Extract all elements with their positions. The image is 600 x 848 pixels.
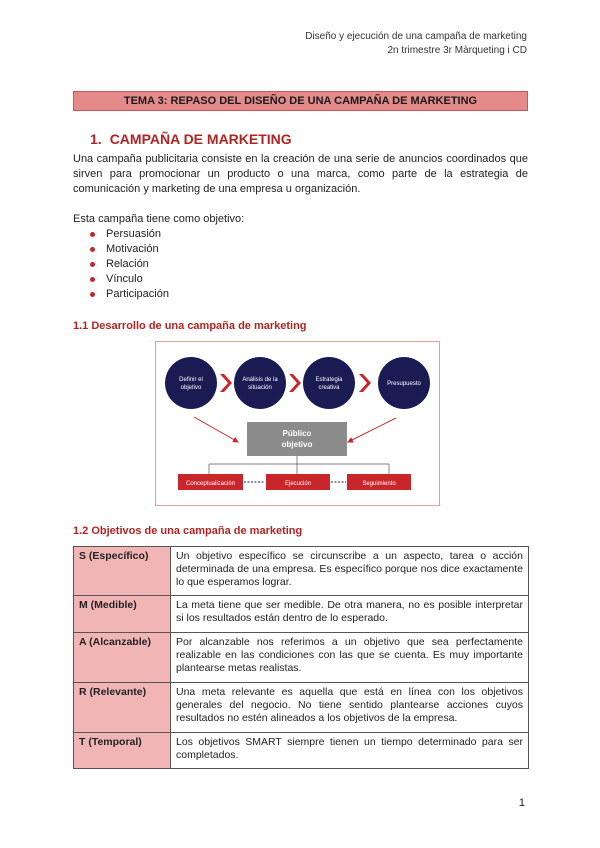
smart-key: M (Medible)	[74, 596, 171, 633]
table-row	[74, 733, 529, 769]
bullet-icon	[90, 262, 95, 267]
list-item: Participación	[90, 287, 169, 302]
bullet-icon	[90, 277, 95, 282]
circle-label: creativa	[318, 385, 340, 391]
arrow-to-center	[348, 418, 396, 442]
bar-label: Conceptualización	[185, 481, 236, 487]
circle-label: Definir el	[179, 377, 203, 383]
page-number: 1	[518, 797, 525, 809]
smart-description: Los objetivos SMART siempre tienen un tiempo determinado para ser completados.	[171, 733, 529, 769]
smart-key: T (Temporal)	[74, 733, 171, 769]
smart-objectives-table	[73, 546, 529, 769]
table-row	[74, 633, 529, 683]
smart-description: Una meta relevante es aquella que está en línea con los objetivos generales del negocio. No tiene sentido plantearse acciones cuyos resultados no estén alineados a los objetivos de la empresa.	[171, 683, 529, 733]
diagram-svg	[156, 342, 439, 505]
circle-label: objetivo	[180, 385, 202, 391]
bullet-icon	[90, 247, 95, 252]
circle-label: Análisis de la	[242, 377, 278, 383]
campaign-development-diagram	[155, 341, 440, 506]
chevron-right-icon	[359, 374, 371, 392]
smart-description: Por alcanzable nos referimos a un objetivo que sea perfectamente realizable en las condiciones con las que se cuenta. Es muy importante plantearse metas realistas.	[171, 633, 529, 683]
section-1-1-heading: 1.1 Desarrollo de una campaña de marketing	[73, 320, 307, 332]
circle-label: Estrategia	[315, 377, 343, 383]
header-line-2: 2n trimestre 3r Màrqueting i CD	[387, 45, 527, 56]
section-1-paragraph: Una campaña publicitaria consiste en la creación de una serie de anuncios coordinados que sirven para promocionar un producto o una marca, como parte de la estrategia de comunicación y marketing de una empresa u organización.	[73, 153, 528, 195]
arrow-to-center	[194, 417, 238, 442]
bullet-icon	[90, 292, 95, 297]
circle-creative-strategy	[303, 357, 355, 409]
smart-description: La meta tiene que ser medible. De otra manera, no es posible interpretar si los resultados están dentro de lo esperado.	[171, 596, 529, 633]
smart-description: Un objetivo específico se circunscribe a un aspecto, tarea o acción determinada de una empresa. Es específico porque nos dice exactamente lo que esperamos lograr.	[171, 547, 529, 596]
circle-label: situación	[248, 385, 272, 391]
header-line-1: Diseño y ejecución de una campaña de marketing	[305, 31, 527, 42]
target-audience-box	[247, 422, 347, 456]
list-item: Relación	[90, 257, 169, 272]
section-1-2-heading: 1.2 Objetivos de una campaña de marketing	[73, 525, 303, 537]
smart-key: A (Alcanzable)	[74, 633, 171, 683]
section-1-title: CAMPAÑA DE MARKETING	[109, 131, 292, 147]
list-item: Motivación	[90, 242, 169, 257]
table-row	[74, 547, 529, 596]
circle-label: Presupuesto	[387, 381, 421, 387]
page-header	[305, 30, 527, 58]
center-label: Público	[282, 429, 312, 438]
table-row	[74, 683, 529, 733]
bar-label: Ejecución	[284, 481, 312, 487]
objective-list	[90, 227, 169, 302]
bar-label: Seguimiento	[362, 481, 396, 487]
list-item: Vínculo	[90, 272, 169, 287]
table-row	[74, 596, 529, 633]
circle-define-objective	[165, 357, 217, 409]
smart-key: R (Relevante)	[74, 683, 171, 733]
topic-title-bar: TEMA 3: REPASO DEL DISEÑO DE UNA CAMPAÑA DE MARKETING	[73, 91, 528, 111]
smart-key: S (Específico)	[74, 547, 171, 596]
chevron-right-icon	[220, 374, 232, 392]
chevron-right-icon	[289, 374, 301, 392]
objective-intro: Esta campaña tiene como objetivo:	[73, 213, 245, 225]
section-1-heading	[90, 131, 292, 147]
bullet-icon	[90, 232, 95, 237]
section-1-number: 1.	[90, 131, 102, 147]
circle-situation-analysis	[234, 357, 286, 409]
list-item: Persuasión	[90, 227, 169, 242]
center-label: objetivo	[281, 440, 313, 449]
